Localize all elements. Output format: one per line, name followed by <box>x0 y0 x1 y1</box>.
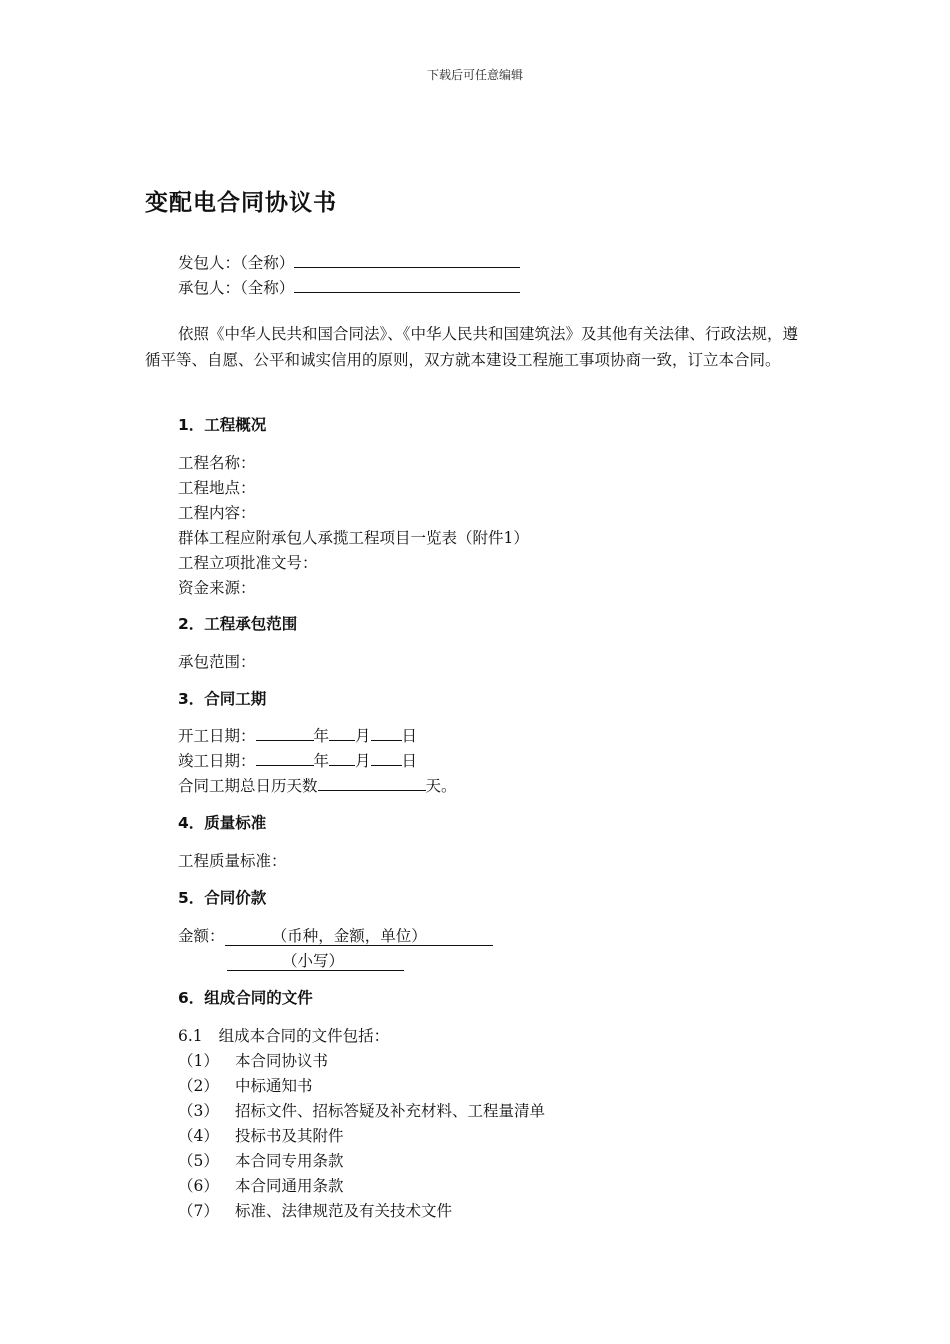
amount-label: 金额： <box>178 927 225 945</box>
year-label: 年 <box>313 752 330 770</box>
day-label: 日 <box>401 727 418 745</box>
list-item <box>178 1199 452 1221</box>
quality-standard-line: 工程质量标准： <box>178 852 287 870</box>
list-item-number: （7） <box>178 1202 219 1220</box>
year-label: 年 <box>313 727 330 745</box>
end-date-label: 竣工日期： <box>178 752 256 770</box>
list-item <box>178 1174 344 1196</box>
amount-line <box>178 924 493 946</box>
start-year-blank <box>256 724 314 741</box>
list-item <box>178 1124 344 1146</box>
contractor-line <box>178 276 520 298</box>
list-item-text: 本合同专用条款 <box>235 1152 344 1170</box>
total-days-blank <box>318 774 426 791</box>
section-6-heading: 6．组成合同的文件 <box>178 989 313 1007</box>
start-day-blank <box>371 724 402 741</box>
list-item-number: （1） <box>178 1052 219 1070</box>
clause-number: 6.1 <box>178 1027 203 1045</box>
list-item <box>178 1099 545 1121</box>
total-days-suffix: 天。 <box>425 777 457 795</box>
approval-number-line: 工程立项批准文号： <box>178 554 318 572</box>
project-location-line: 工程地点： <box>178 479 256 497</box>
total-days-line <box>178 774 457 796</box>
month-label: 月 <box>355 752 371 770</box>
employer-line <box>178 251 520 273</box>
amount-small-blank: （小写） <box>227 952 404 971</box>
list-item-number: （3） <box>178 1102 219 1120</box>
employer-blank <box>294 251 520 268</box>
end-date-line <box>178 749 417 771</box>
end-year-blank <box>256 749 314 766</box>
list-item-text: 中标通知书 <box>235 1077 313 1095</box>
page-header: 下载后可任意编辑 <box>426 68 523 82</box>
start-date-line <box>178 724 417 746</box>
list-item-text: 本合同通用条款 <box>235 1177 344 1195</box>
amount-blank: （币种，金额，单位） <box>225 927 493 946</box>
end-day-blank <box>371 749 402 766</box>
list-item <box>178 1149 344 1171</box>
intro-paragraph: 依照《中华人民共和国合同法》、《中华人民共和国建筑法》及其他有关法律、行政法规，遵循平等、自愿、公平和诚实信用的原则，双方就本建设工程施工事项协商一致，订立本合同。 <box>145 325 799 369</box>
list-item-number: （2） <box>178 1077 219 1095</box>
list-item-text: 招标文件、招标答疑及补充材料、工程量清单 <box>235 1102 546 1120</box>
list-item-number: （6） <box>178 1177 219 1195</box>
project-name-line: 工程名称： <box>178 454 256 472</box>
start-date-label: 开工日期： <box>178 727 256 745</box>
document-title: 变配电合同协议书 <box>145 190 337 216</box>
section-4-heading: 4．质量标准 <box>178 814 267 832</box>
list-item-text: 投标书及其附件 <box>235 1127 344 1145</box>
list-item-text: 本合同协议书 <box>235 1052 329 1070</box>
total-days-label: 合同工期总日历天数 <box>178 777 318 795</box>
contractor-blank <box>294 276 520 293</box>
documents-intro-text: 组成本合同的文件包括： <box>218 1027 390 1045</box>
month-label: 月 <box>355 727 371 745</box>
funding-source-line: 资金来源： <box>178 579 256 597</box>
scope-line: 承包范围： <box>178 653 256 671</box>
section-3-heading: 3．合同工期 <box>178 690 267 708</box>
start-month-blank <box>329 724 355 741</box>
project-content-line: 工程内容： <box>178 504 256 522</box>
employer-label: 发包人：（全称） <box>178 254 295 272</box>
section-2-heading: 2．工程承包范围 <box>178 615 298 633</box>
section-5-heading: 5．合同价款 <box>178 889 267 907</box>
day-label: 日 <box>401 752 418 770</box>
documents-intro-line <box>178 1024 389 1046</box>
list-item-text: 标准、法律规范及有关技术文件 <box>235 1202 453 1220</box>
end-month-blank <box>329 749 355 766</box>
list-item-number: （5） <box>178 1152 219 1170</box>
group-project-note: 群体工程应附承包人承揽工程项目一览表（附件1） <box>178 529 529 547</box>
section-1-heading: 1．工程概况 <box>178 416 267 434</box>
contractor-label: 承包人：（全称） <box>178 279 295 297</box>
amount-small-line <box>227 949 404 971</box>
list-item <box>178 1049 328 1071</box>
list-item <box>178 1074 313 1096</box>
list-item-number: （4） <box>178 1127 219 1145</box>
